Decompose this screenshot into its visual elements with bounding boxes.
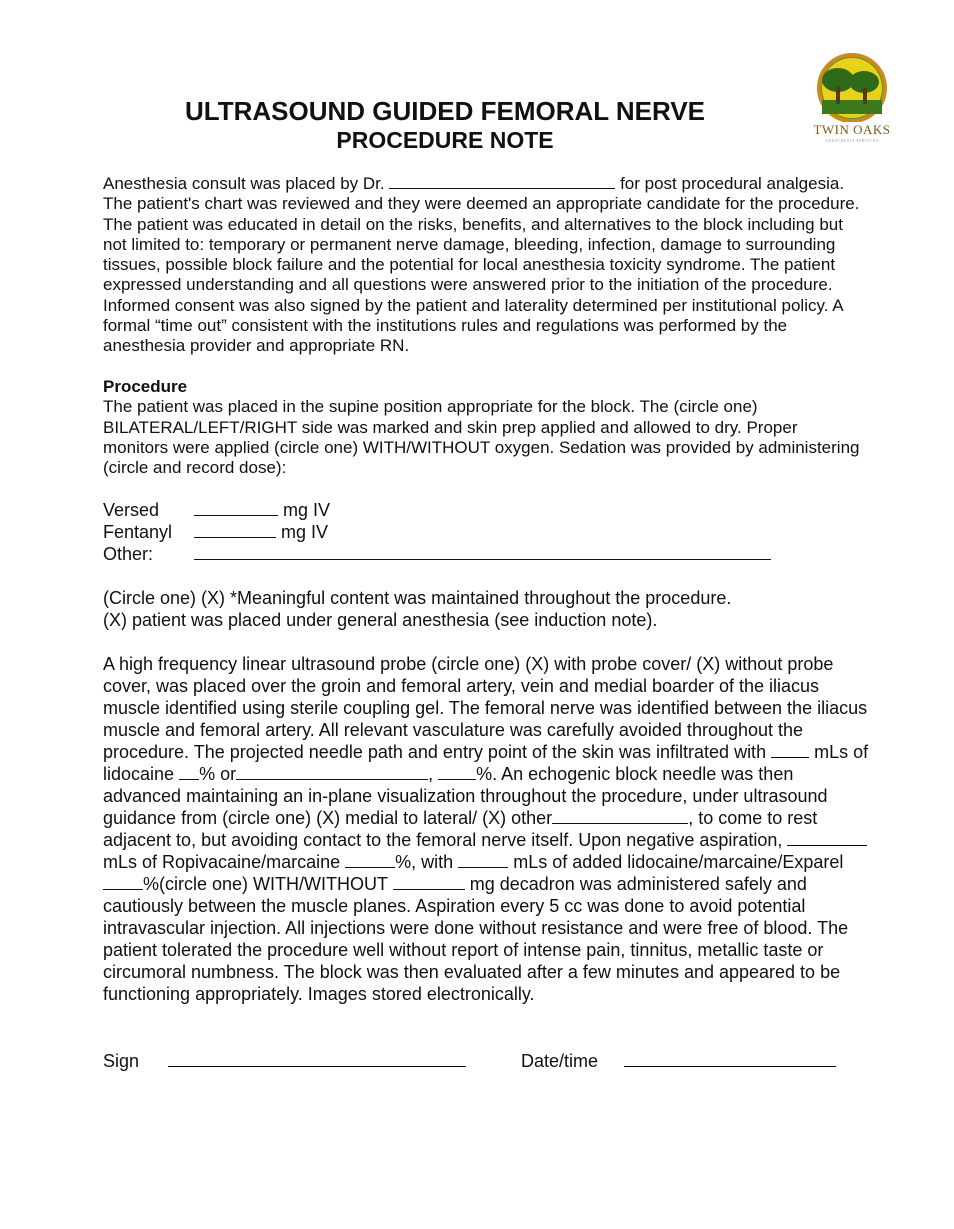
- circle-one-section: [103, 587, 873, 631]
- date-time-label: Date/time: [521, 1051, 599, 1071]
- meaningful-content-option: (Circle one) (X) *Meaningful content was maintained throughout the procedure.: [103, 588, 732, 608]
- details-text-2: mLs of lidocaine: [103, 742, 869, 784]
- sign-label: Sign: [103, 1051, 140, 1071]
- details-text-8: %, with: [395, 852, 454, 872]
- details-text-3: % or: [199, 764, 237, 784]
- details-text-5: %. An echogenic block needle was then advanced maintaining an in-plane visualization throughout the procedure, under ultrasound guidance from (circle one) (X) medial to lateral/ (X) other: [103, 764, 828, 828]
- logo-tagline: ANESTHESIA SERVICES: [825, 138, 879, 143]
- signature-row: [103, 1050, 466, 1072]
- fentanyl-unit: mg IV: [281, 522, 329, 542]
- details-text-7: mLs of Ropivacaine/marcaine: [103, 852, 341, 872]
- date-time-field[interactable]: [624, 1052, 836, 1067]
- details-text-6: , to come to rest adjacent to, but avoiding contact to the femoral nerve itself. Upon negative aspiration,: [103, 808, 818, 850]
- alternative-percent-field[interactable]: [438, 765, 476, 780]
- fentanyl-row: [103, 521, 328, 543]
- page-title: ULTRASOUND GUIDED FEMORAL NERVE: [184, 96, 706, 126]
- signature-field[interactable]: [168, 1052, 466, 1067]
- fentanyl-dose-field[interactable]: [194, 523, 276, 538]
- logo-wordmark: TWIN OAKS: [813, 122, 891, 137]
- date-time-row: [521, 1050, 836, 1072]
- other-approach-field[interactable]: [552, 809, 688, 824]
- procedure-details-paragraph: [103, 653, 873, 1005]
- other-row: [103, 543, 771, 565]
- alternative-agent-field[interactable]: [236, 765, 428, 780]
- details-text-11: mg decadron was administered safely and cautiously between the muscle planes. Aspiration every 5 cc was done to avoid potential intravascular injection. All injections were done without resistance and were free of blood. The patient tolerated the procedure well without report of intense pain, tinnitus, metallic taste or circumoral numbness. The block was then evaluated after a few minutes and appeared to be functioning appropriately. Images stored electronically.: [103, 874, 849, 1004]
- details-text-10: %(circle one) WITH/WITHOUT: [143, 874, 388, 894]
- additive-percent-field[interactable]: [103, 875, 143, 890]
- other-medication-field[interactable]: [194, 545, 771, 560]
- page-subtitle: PROCEDURE NOTE: [336, 127, 554, 153]
- lidocaine-ml-field[interactable]: [771, 743, 809, 758]
- ropivacaine-percent-field[interactable]: [345, 853, 395, 868]
- procedure-text: The patient was placed in the supine position appropriate for the block. The (circle one) BILATERAL/LEFT/RIGHT side was marked and skin prep applied and allowed to dry. Proper monitors were applied (circle one) WITH/WITHOUT oxygen. Sedation was provided by administering (circle and record dose):: [103, 397, 860, 478]
- intro-body: for post procedural analgesia. The patient's chart was reviewed and they were deemed an appropriate candidate for the procedure. The patient was educated in detail on the risks, benefits, and alternatives to the block including but not limited to: temporary or permanent nerve damage, bleeding, infection, damage to surrounding tissues, possible block failure and the potential for local anesthesia toxicity syndrome. The patient expressed understanding and all questions were answered prior to the initiation of the procedure. Informed consent was also signed by the patient and laterality determined per institutional policy. A formal “time out” consistent with the institutions rules and regulations was performed by the anesthesia provider and appropriate RN.: [103, 174, 860, 356]
- other-label: Other:: [103, 544, 154, 564]
- intro-paragraph: [103, 174, 863, 357]
- versed-dose-field[interactable]: [194, 501, 278, 516]
- procedure-heading: Procedure: [103, 377, 188, 396]
- lidocaine-percent-field[interactable]: [179, 765, 199, 780]
- intro-lead: Anesthesia consult was placed by Dr.: [103, 174, 385, 193]
- versed-row: [103, 499, 330, 521]
- details-text-1: A high frequency linear ultrasound probe (circle one) (X) with probe cover/ (X) without probe cover, was placed over the groin and femoral artery, vein and medial boarder of the iliacus muscle identified using sterile coupling gel. The femoral nerve was identified between the iliacus muscle and femoral artery. All relevant vasculature was carefully avoided throughout the procedure. The projected needle path and entry point of the skin was infiltrated with: [103, 654, 868, 762]
- versed-label: Versed: [103, 500, 160, 520]
- procedure-section: [103, 377, 863, 478]
- details-text-9: mLs of added lidocaine/marcaine/Exparel: [513, 852, 844, 872]
- fentanyl-label: Fentanyl: [103, 522, 173, 542]
- ropivacaine-ml-field[interactable]: [787, 831, 867, 846]
- general-anesthesia-option: (X) patient was placed under general anesthesia (see induction note).: [103, 610, 658, 630]
- additive-ml-field[interactable]: [458, 853, 508, 868]
- versed-unit: mg IV: [283, 500, 331, 520]
- details-text-4: ,: [428, 764, 434, 784]
- decadron-mg-field[interactable]: [393, 875, 465, 890]
- doctor-name-field[interactable]: [389, 174, 615, 189]
